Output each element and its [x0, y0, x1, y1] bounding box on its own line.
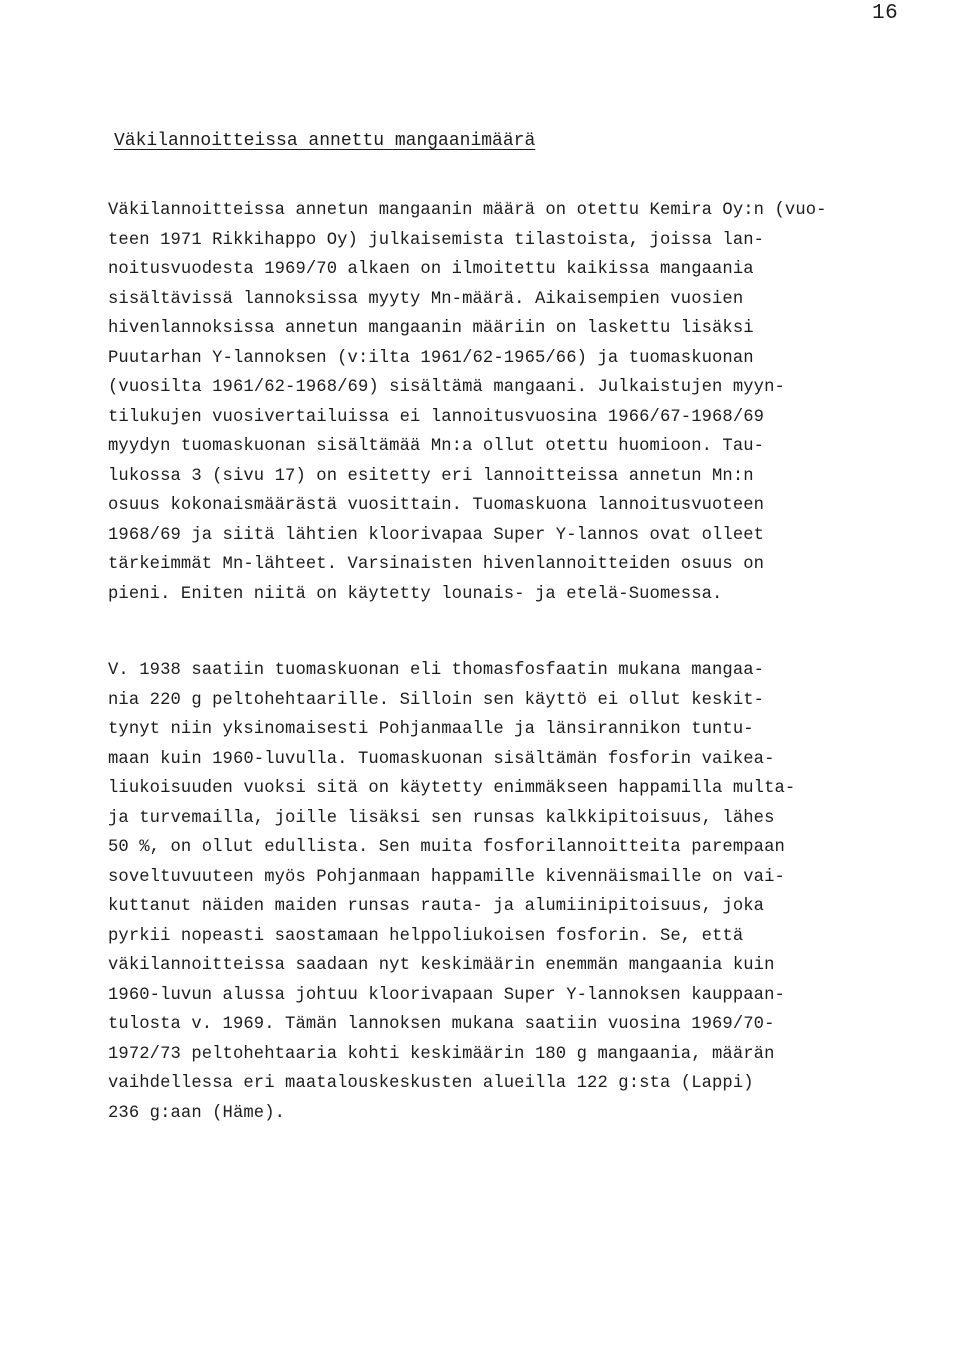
paragraph-line: pieni. Eniten niitä on käytetty lounais- ja etelä-Suomessa.: [108, 584, 723, 604]
paragraph-2: [108, 656, 908, 1128]
paragraph-1: [108, 196, 908, 609]
paragraph-line: 236 g:aan (Häme).: [108, 1103, 286, 1123]
paragraph-line: kuttanut näiden maiden runsas rauta- ja alumiinipitoisuus, joka: [108, 897, 765, 916]
paragraph-line: pyrkii nopeasti saostamaan helppoliukoisen fosforin. Se, että: [108, 926, 744, 946]
paragraph-line: soveltuvuuteen myös Pohjanmaan happamille kivennäismaille on vai-: [108, 867, 785, 887]
paragraph-line: tärkeimmät Mn-lähteet. Varsinaisten hivenlannoitteiden osuus on: [108, 555, 765, 574]
paragraph-line: nia 220 g peltohehtaarille. Silloin sen käyttö ei ollut keskit-: [108, 690, 765, 710]
paragraph-line: Väkilannoitteissa annetun mangaanin määrä on otettu Kemira Oy:n (vuo-: [108, 201, 827, 220]
section-heading: Väkilannoitteissa annettu mangaanimäärä: [114, 131, 536, 151]
paragraph-line: myydyn tuomaskuonan sisältämää Mn:a ollut otettu huomioon. Tau-: [108, 437, 765, 456]
paragraph-line: Puutarhan Y-lannoksen (v:ilta 1961/62-1965/66) ja tuomaskuonan: [108, 348, 754, 368]
paragraph-line: teen 1971 Rikkihappo Oy) julkaisemista tilastoista, joissa lan-: [108, 230, 765, 250]
paragraph-line: 1968/69 ja siitä lähtien kloorivapaa Super Y-lannos ovat olleet: [108, 525, 765, 545]
paragraph-line: tynyt niin yksinomaisesti Pohjanmaalle ja länsirannikon tuntu-: [108, 720, 754, 739]
paragraph-line: väkilannoitteissa saadaan nyt keskimäärin enemmän mangaania kuin: [108, 956, 775, 975]
paragraph-line: tulosta v. 1969. Tämän lannoksen mukana saatiin vuosina 1969/70-: [108, 1015, 775, 1034]
paragraph-line: tilukujen vuosivertailuissa ei lannoitusvuosina 1966/67-1968/69: [108, 407, 765, 427]
paragraph-line: (vuosilta 1961/62-1968/69) sisältämä mangaani. Julkaistujen myyn-: [108, 378, 785, 397]
paragraph-line: 1972/73 peltohehtaaria kohti keskimäärin 180 g mangaania, määrän: [108, 1044, 775, 1064]
paragraph-line: 50 %, on ollut edullista. Sen muita fosforilannoitteita parempaan: [108, 838, 785, 857]
paragraph-line: V. 1938 saatiin tuomaskuonan eli thomasfosfaatin mukana mangaa-: [108, 661, 765, 680]
paragraph-line: noitusvuodesta 1969/70 alkaen on ilmoitettu kaikissa mangaania: [108, 260, 754, 279]
paragraph-line: 1960-luvun alussa johtuu kloorivapaan Super Y-lannoksen kauppaan-: [108, 985, 785, 1005]
paragraph-line: sisältävissä lannoksissa myyty Mn-määrä. Aikaisempien vuosien: [108, 289, 744, 309]
paragraph-line: lukossa 3 (sivu 17) on esitetty eri lannoitteissa annetun Mn:n: [108, 466, 754, 486]
paragraph-line: liukoisuuden vuoksi sitä on käytetty enimmäkseen happamilla multa-: [108, 779, 796, 798]
paragraph-line: osuus kokonaismäärästä vuosittain. Tuomaskuona lannoitusvuoteen: [108, 496, 765, 515]
paragraph-line: vaihdellessa eri maatalouskeskusten alueilla 122 g:sta (Lappi): [108, 1074, 754, 1093]
paragraph-line: hivenlannoksissa annetun mangaanin määriin on laskettu lisäksi: [108, 319, 754, 338]
page-number: 16: [872, 2, 899, 25]
paragraph-line: maan kuin 1960-luvulla. Tuomaskuonan sisältämän fosforin vaikea-: [108, 749, 775, 769]
paragraph-line: ja turvemailla, joille lisäksi sen runsas kalkkipitoisuus, lähes: [108, 808, 775, 828]
